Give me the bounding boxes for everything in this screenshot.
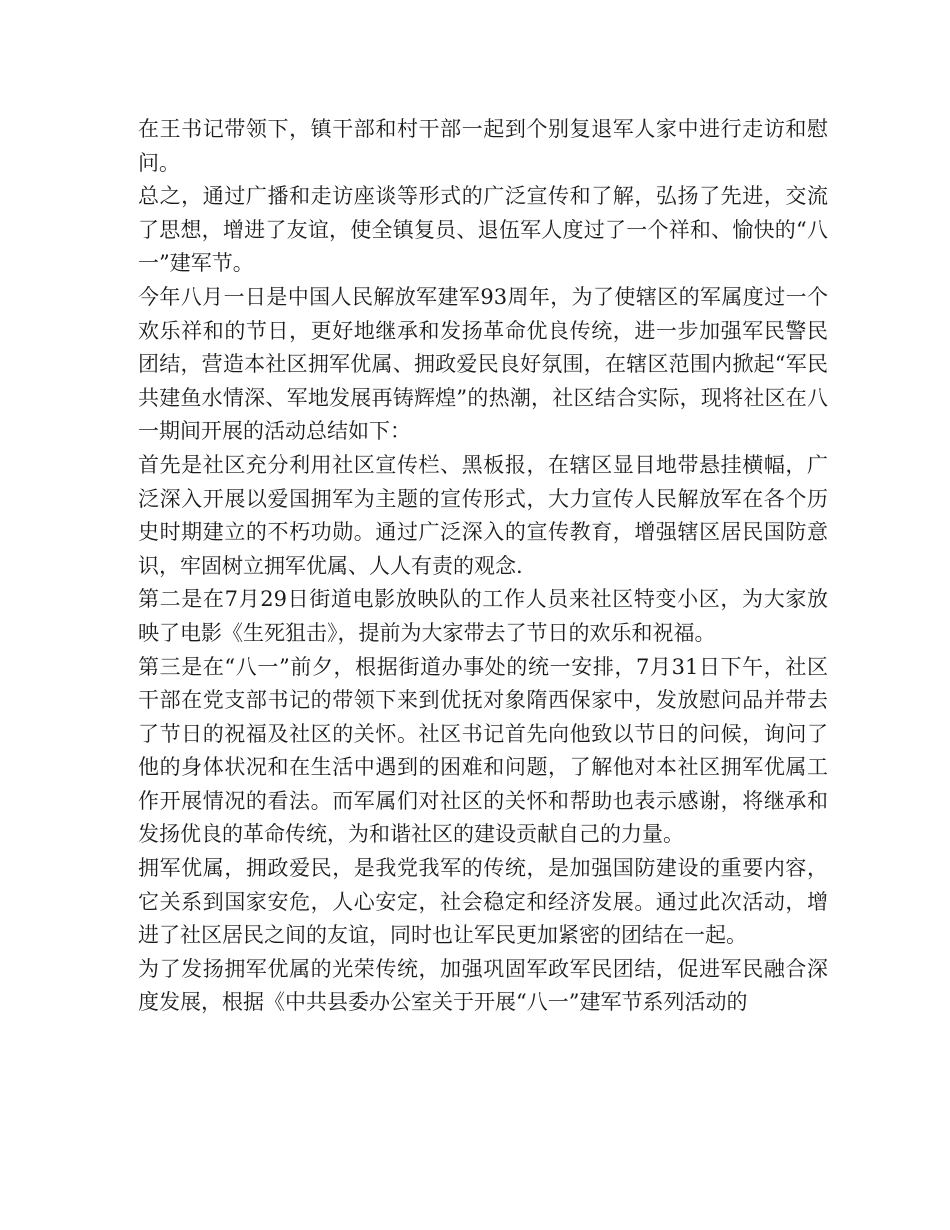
paragraph-8: 为了发扬拥军优属的光荣传统，加强巩固军政军民团结，促进军民融合深度发展，根据《中共县委办公室关于开展“八一”建军节系列活动的	[138, 956, 828, 1015]
paragraph-5: 第二是在7月29日街道电影放映队的工作人员来社区特变小区，为大家放映了电影《生死狙击》，提前为大家带去了节日的欢乐和祝福。	[138, 587, 828, 645]
document-body	[138, 113, 828, 1020]
paragraph-3: 今年八月一日是中国人民解放军建军93周年，为了使辖区的军属度过一个欢乐祥和的节日，更好地继承和发扬革命优良传统，进一步加强军民警民团结，营造本社区拥军优属、拥政爱民良好氛围，在辖区范围内掀起“军民共建鱼水情深、军地发展再铸辉煌”的热潮，社区结合实际，现将社区在八一期间开展的活动总结如下：	[138, 284, 828, 444]
paragraph-7: 拥军优属，拥政爱民，是我党我军的传统，是加强国防建设的重要内容，它关系到国家安危，人心安定，社会稳定和经济发展。通过此次活动，增进了社区居民之间的友谊，同时也让军民更加紧密的团结在一起。	[138, 856, 828, 948]
paragraph-2: 总之，通过广播和走访座谈等形式的广泛宣传和了解，弘扬了先进，交流了思想，增进了友谊，使全镇复员、退伍军人度过了一个祥和、愉快的“八一”建军节。	[138, 184, 828, 276]
paragraph-4: 首先是社区充分利用社区宣传栏、黑板报，在辖区显目地带悬挂横幅，广泛深入开展以爱国拥军为主题的宣传形式，大力宣传人民解放军在各个历史时期建立的不朽功勋。通过广泛深入的宣传教育，增强辖区居民国防意识，牢固树立拥军优属、人人有责的观念.	[138, 452, 828, 578]
paragraph-6: 第三是在“八一”前夕，根据街道办事处的统一安排，7月31日下午，社区干部在党支部书记的带领下来到优抚对象隋西保家中，发放慰问品并带去了节日的祝福及社区的关怀。社区书记首先向他致以节日的问候，询问了他的身体状况和在生活中遇到的困难和问题，了解他对本社区拥军优属工作开展情况的看法。而军属们对社区的关怀和帮助也表示感谢，将继承和发扬优良的革命传统，为和谐社区的建设贡献自己的力量。	[138, 654, 828, 847]
paragraph-1: 在王书记带领下，镇干部和村干部一起到个别复退军人家中进行走访和慰问。	[138, 117, 828, 175]
